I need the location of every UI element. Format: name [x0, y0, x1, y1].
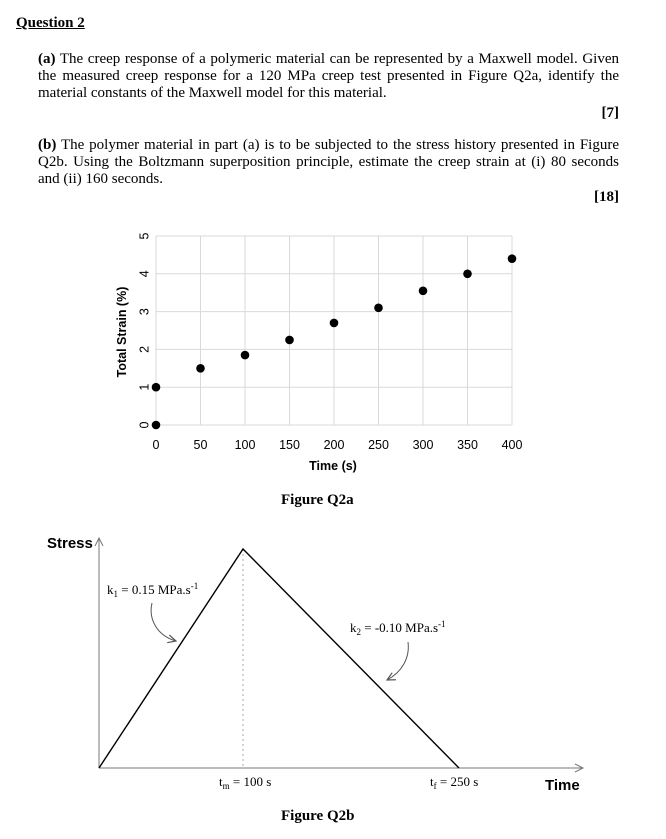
- x-tick-label: 200: [323, 438, 345, 452]
- y-tick-label: 1: [137, 383, 152, 391]
- figure-q2a-xlabel: Time (s): [309, 459, 357, 473]
- y-tick-label: 2: [137, 345, 152, 353]
- x-tick-label: 250: [368, 438, 389, 452]
- y-tick-label: 0: [137, 421, 152, 429]
- part-b-marks: [18]: [594, 189, 619, 205]
- figure-q2a-caption: Figure Q2a: [281, 492, 354, 508]
- y-tick-label: 5: [137, 232, 152, 240]
- y-tick-label: 4: [137, 270, 152, 278]
- question-title: Question 2: [16, 15, 85, 31]
- part-a-label: (a): [38, 51, 56, 67]
- figure-q2b-xlabel: Time: [545, 777, 580, 794]
- k1-annotation: $k_1 = 0.15$ $MPa.s^{-1}$: [107, 581, 199, 599]
- x-tick-label: 350: [457, 438, 478, 452]
- y-tick-label: 3: [137, 308, 152, 316]
- part-b-text: The polymer material in part (a) is to be subjected to the stress history presented in Figure Q2b. Using the Boltzmann superposition principle, estimate the creep strain at (i) 80 seconds and (ii) 160 seconds.: [38, 137, 619, 187]
- x-tick-label: 50: [193, 438, 208, 452]
- part-a-marks: [7]: [601, 105, 619, 121]
- figure-q2b-ylabel: Stress: [47, 535, 93, 552]
- k2-annotation: $k_2 = -0.10$ $MPa.s^{-1}$: [350, 619, 446, 637]
- x-tick-label: 0: [152, 438, 160, 452]
- x-tick-label: 400: [501, 438, 523, 452]
- figure-q2b-caption: Figure Q2b: [281, 808, 355, 824]
- tf-annotation: $t_f = 250$ s: [430, 774, 479, 791]
- part-a-text: The creep response of a polymeric material can be represented by a Maxwell model. Given the measured creep response for a 120 MPa creep test presented in Figure Q2a, identify the material constants of the Maxwell model for this material.: [38, 51, 619, 101]
- k1-leader-arrow-icon: [151, 603, 176, 641]
- x-tick-label: 300: [412, 438, 434, 452]
- figure-q2a-ylabel: Total Strain (%): [115, 286, 129, 378]
- part-b-label: (b): [38, 137, 57, 153]
- x-tick-label: 150: [279, 438, 300, 452]
- x-tick-label: 100: [234, 438, 256, 452]
- k2-leader-arrow-icon: [387, 642, 408, 680]
- tm-annotation: $t_m = 100$ s: [219, 774, 272, 791]
